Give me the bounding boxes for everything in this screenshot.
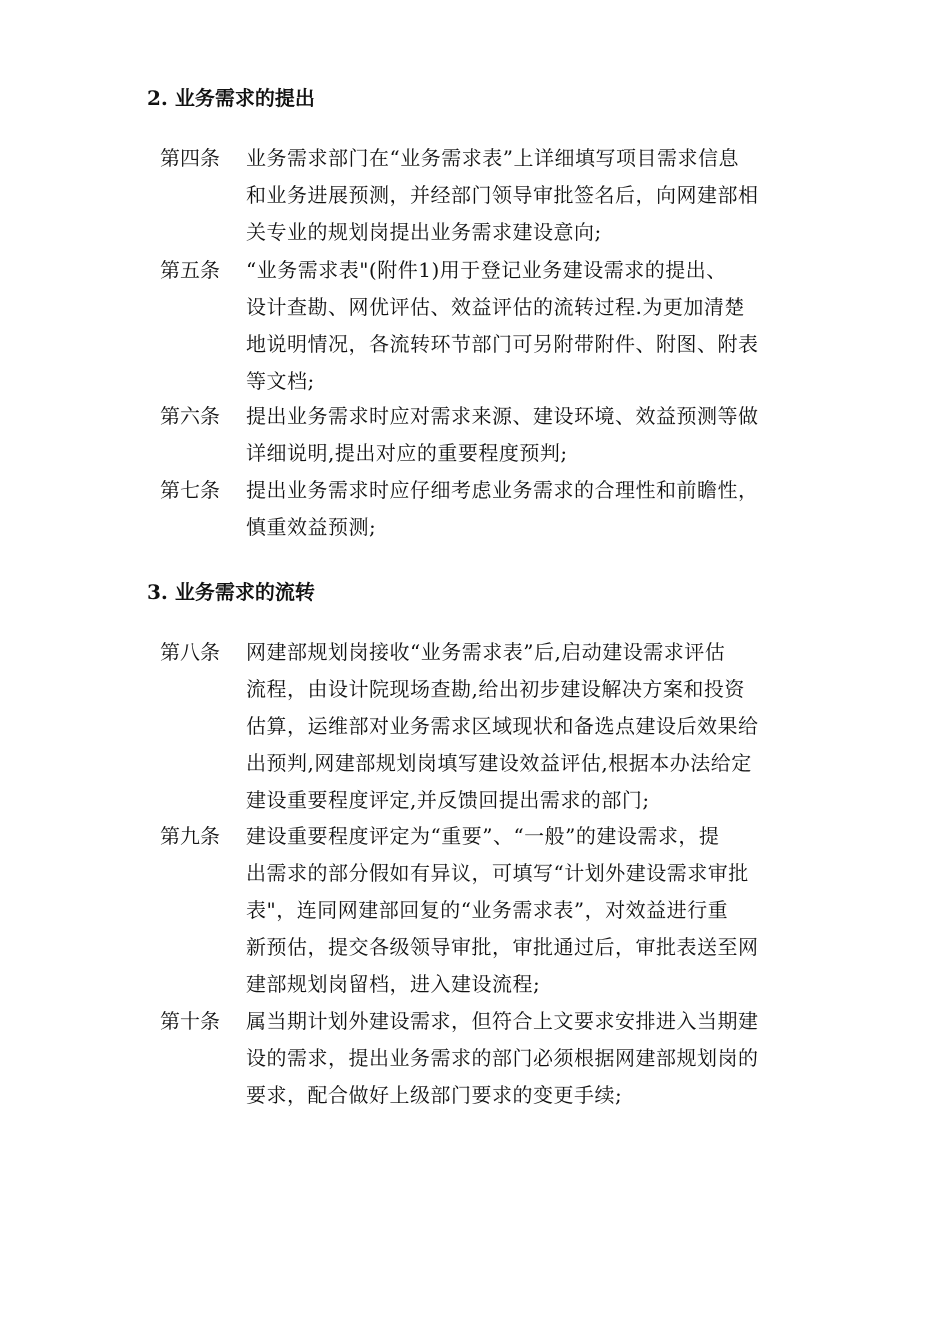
article-body xyxy=(246,252,806,400)
article-line: 关专业的规划岗提出业务需求建设意向; xyxy=(246,220,602,244)
article-4 xyxy=(160,140,810,251)
article-body xyxy=(246,140,806,251)
article-line: 提出业务需求时应对需求来源、建设环境、效益预测等做 xyxy=(246,404,759,428)
article-line: “业务需求表"(附件1)用于登记业务建设需求的提出、 xyxy=(246,258,727,282)
article-label: 第四条 xyxy=(160,146,220,170)
article-line: 慎重效益预测; xyxy=(246,515,377,539)
article-6 xyxy=(160,398,810,472)
article-line: 设计查勘、网优评估、效益评估的流转过程.为更加清楚 xyxy=(246,295,745,319)
article-9 xyxy=(160,818,810,1003)
article-line: 等文档; xyxy=(246,369,315,393)
article-line: 网建部规划岗接收“业务需求表”后,启动建设需求评估 xyxy=(246,640,726,664)
article-label: 第五条 xyxy=(160,258,220,282)
article-body xyxy=(246,1003,806,1114)
article-line: 新预估，提交各级领导审批，审批通过后，审批表送至网 xyxy=(246,935,759,959)
article-line: 设的需求，提出业务需求的部门必须根据网建部规划岗的 xyxy=(246,1046,759,1070)
article-label: 第八条 xyxy=(160,640,220,664)
article-line: 建部规划岗留档，进入建设流程; xyxy=(246,972,541,996)
article-label: 第七条 xyxy=(160,478,220,502)
article-line: 表"，连同网建部回复的“业务需求表”，对效益进行重 xyxy=(246,898,729,922)
article-line: 业务需求部门在“业务需求表”上详细填写项目需求信息 xyxy=(246,146,739,170)
article-line: 属当期计划外建设需求，但符合上文要求安排进入当期建 xyxy=(246,1009,759,1033)
article-line: 出预判,网建部规划岗填写建设效益评估,根据本办法给定 xyxy=(246,751,752,775)
section-heading: 3. 业务需求的流转 xyxy=(147,580,315,604)
article-line: 出需求的部分假如有异议，可填写“计划外建设需求审批 xyxy=(246,861,749,885)
article-line: 详细说明,提出对应的重要程度预判; xyxy=(246,441,568,465)
article-line: 要求，配合做好上级部门要求的变更手续; xyxy=(246,1083,623,1107)
article-line: 流程，由设计院现场查勘,给出初步建设解决方案和投资 xyxy=(246,677,745,701)
article-body xyxy=(246,398,806,472)
article-line: 估算，运维部对业务需求区域现状和备选点建设后效果给 xyxy=(246,714,759,738)
article-line: 建设重要程度评定为“重要”、“一般”的建设需求，提 xyxy=(246,824,720,848)
article-label: 第九条 xyxy=(160,824,220,848)
section-heading: 2. 业务需求的提出 xyxy=(147,86,315,110)
article-line: 地说明情况，各流转环节部门可另附带附件、附图、附表 xyxy=(246,332,759,356)
article-label: 第十条 xyxy=(160,1009,220,1033)
article-label: 第六条 xyxy=(160,404,220,428)
article-8 xyxy=(160,634,810,819)
article-body xyxy=(246,634,806,819)
article-body xyxy=(246,818,806,1003)
article-line: 和业务进展预测，并经部门领导审批签名后，向网建部相 xyxy=(246,183,759,207)
article-line: 提出业务需求时应仔细考虑业务需求的合理性和前瞻性， xyxy=(246,478,759,502)
article-7 xyxy=(160,472,810,546)
article-body xyxy=(246,472,806,546)
article-5 xyxy=(160,252,810,400)
article-10 xyxy=(160,1003,810,1114)
article-line: 建设重要程度评定,并反馈回提出需求的部门; xyxy=(246,788,650,812)
